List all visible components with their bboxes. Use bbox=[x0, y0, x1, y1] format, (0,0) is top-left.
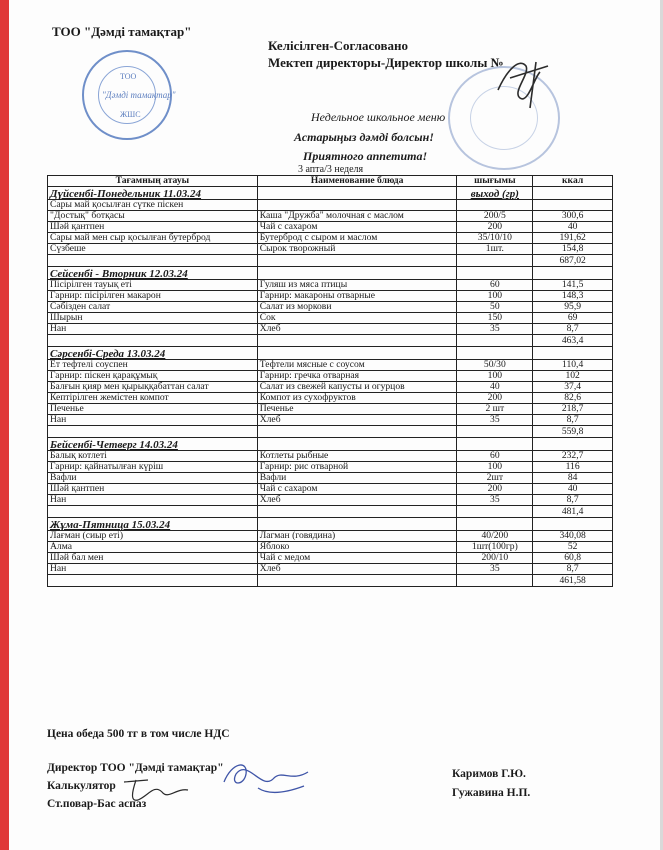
day-empty-cell bbox=[257, 518, 457, 531]
dish-kcal: 95,9 bbox=[533, 302, 613, 313]
day-header-row bbox=[48, 187, 613, 200]
intro-line-2: Астарыңыз дәмді болсын! bbox=[294, 130, 434, 144]
table-row bbox=[48, 302, 613, 313]
dish-name-kz: Нан bbox=[48, 324, 258, 335]
dish-name-kz: Пісірілген тауық еті bbox=[48, 280, 258, 291]
dish-output: 60 bbox=[457, 451, 533, 462]
dish-output: 40 bbox=[457, 382, 533, 393]
left-edge-bar bbox=[0, 0, 9, 850]
day-header-row bbox=[48, 438, 613, 451]
dish-name-ru: Яблоко bbox=[257, 542, 457, 553]
dish-output: 50 bbox=[457, 302, 533, 313]
table-row bbox=[48, 313, 613, 324]
dish-name-kz: Лағман (сиыр еті) bbox=[48, 531, 258, 542]
day-total-row bbox=[48, 426, 613, 438]
total-empty-cell bbox=[257, 335, 457, 347]
dish-name-ru: Салат из свежей капусты и огурцов bbox=[257, 382, 457, 393]
table-row bbox=[48, 531, 613, 542]
day-empty-cell bbox=[457, 518, 533, 531]
dish-kcal: 8,7 bbox=[533, 495, 613, 506]
day-total-kcal: 481,4 bbox=[533, 506, 613, 518]
table-row bbox=[48, 244, 613, 255]
dish-name-ru: Хлеб bbox=[257, 324, 457, 335]
footer-name-karimov: Каримов Г.Ю. bbox=[452, 768, 526, 780]
dish-name-ru: Чай с сахаром bbox=[257, 484, 457, 495]
total-empty-cell bbox=[48, 255, 258, 267]
day-empty-cell bbox=[533, 347, 613, 360]
table-row bbox=[48, 495, 613, 506]
dish-output: 60 bbox=[457, 280, 533, 291]
dish-name-kz: Шәй бал мен bbox=[48, 553, 258, 564]
dish-name-kz: Кептірілген жемістен компот bbox=[48, 393, 258, 404]
day-total-kcal: 461,58 bbox=[533, 575, 613, 587]
dish-name-ru: Компот из сухофруктов bbox=[257, 393, 457, 404]
dish-name-ru: Хлеб bbox=[257, 495, 457, 506]
stamp-middle-text: "Дәмді тамақтар" bbox=[102, 90, 176, 100]
price-note: Цена обеда 500 тг в том числе НДС bbox=[47, 728, 230, 740]
day-total-kcal: 559,8 bbox=[533, 426, 613, 438]
intro-line-3: Приятного аппетита! bbox=[303, 149, 428, 163]
dish-output: 50/30 bbox=[457, 360, 533, 371]
dish-name-ru: Хлеб bbox=[257, 415, 457, 426]
dish-name-kz: Гарнир: пісірілген макарон bbox=[48, 291, 258, 302]
stamp-bottom-text: ЖШС bbox=[120, 110, 141, 119]
dish-name-kz: Сары май қосылған сүтке піскен bbox=[48, 200, 258, 211]
total-empty-cell bbox=[48, 506, 258, 518]
dish-output: 100 bbox=[457, 462, 533, 473]
dish-name-kz: Нан bbox=[48, 495, 258, 506]
dish-kcal: 191,62 bbox=[533, 233, 613, 244]
day-empty-cell bbox=[457, 438, 533, 451]
col-out-subheader: выход (гр) bbox=[457, 187, 533, 200]
dish-kcal: 218,7 bbox=[533, 404, 613, 415]
dish-name-ru: Вафли bbox=[257, 473, 457, 484]
dish-name-kz: Алма bbox=[48, 542, 258, 553]
col-kz-header: Тағамның атауы bbox=[48, 176, 258, 187]
day-total-row bbox=[48, 506, 613, 518]
footer-calculator: Калькулятор bbox=[47, 780, 116, 792]
dish-output: 100 bbox=[457, 291, 533, 302]
total-empty-cell bbox=[457, 255, 533, 267]
total-empty-cell bbox=[457, 506, 533, 518]
dish-name-kz: Печенье bbox=[48, 404, 258, 415]
day-title: Сейсенбі - Вторник 12.03.24 bbox=[48, 267, 258, 280]
footer-chef: Ст.повар-Бас аспаз bbox=[47, 798, 147, 810]
dish-output: 100 bbox=[457, 371, 533, 382]
dish-kcal: 37,4 bbox=[533, 382, 613, 393]
dish-output: 1шт. bbox=[457, 244, 533, 255]
dish-name-ru: Сок bbox=[257, 313, 457, 324]
dish-name-ru: Салат из моркови bbox=[257, 302, 457, 313]
dish-name-ru: Котлеты рыбные bbox=[257, 451, 457, 462]
table-row bbox=[48, 553, 613, 564]
dish-kcal: 40 bbox=[533, 222, 613, 233]
dish-kcal: 8,7 bbox=[533, 415, 613, 426]
dish-kcal: 110,4 bbox=[533, 360, 613, 371]
dish-kcal: 84 bbox=[533, 473, 613, 484]
footer-director: Директор ТОО "Дәмді тамақтар" bbox=[47, 762, 224, 774]
table-row bbox=[48, 211, 613, 222]
week-label: 3 апта/3 неделя bbox=[298, 164, 364, 175]
day-header-row bbox=[48, 267, 613, 280]
total-empty-cell bbox=[257, 426, 457, 438]
dish-output: 1шт(100гр) bbox=[457, 542, 533, 553]
dish-name-ru: Сырок творожный bbox=[257, 244, 457, 255]
dish-name-kz: "Достық" ботқасы bbox=[48, 211, 258, 222]
dish-name-kz: Сүзбеше bbox=[48, 244, 258, 255]
dish-name-ru: Тефтели мясные с соусом bbox=[257, 360, 457, 371]
table-row bbox=[48, 462, 613, 473]
table-row bbox=[48, 404, 613, 415]
dish-output: 35 bbox=[457, 564, 533, 575]
dish-kcal bbox=[533, 200, 613, 211]
total-empty-cell bbox=[457, 426, 533, 438]
day-total-kcal: 463,4 bbox=[533, 335, 613, 347]
dish-name-kz: Шәй қантпен bbox=[48, 484, 258, 495]
day-empty-cell bbox=[533, 438, 613, 451]
day-empty-cell bbox=[257, 347, 457, 360]
table-row bbox=[48, 451, 613, 462]
dish-kcal: 60,8 bbox=[533, 553, 613, 564]
dish-kcal: 69 bbox=[533, 313, 613, 324]
dish-output: 200/10 bbox=[457, 553, 533, 564]
dish-name-kz: Балық котлеті bbox=[48, 451, 258, 462]
table-row bbox=[48, 564, 613, 575]
dish-name-kz: Сары май мен сыр қосылған бутерброд bbox=[48, 233, 258, 244]
dish-output: 35 bbox=[457, 415, 533, 426]
dish-kcal: 102 bbox=[533, 371, 613, 382]
dish-kcal: 340,08 bbox=[533, 531, 613, 542]
table-row bbox=[48, 360, 613, 371]
day-empty-cell bbox=[257, 267, 457, 280]
company-name: ТОО "Дәмді тамақтар" bbox=[52, 24, 192, 39]
dish-output: 40/200 bbox=[457, 531, 533, 542]
director-signature bbox=[490, 48, 560, 118]
day-total-row bbox=[48, 335, 613, 347]
dish-name-kz: Шәй қантпен bbox=[48, 222, 258, 233]
dish-kcal: 141,5 bbox=[533, 280, 613, 291]
table-row bbox=[48, 484, 613, 495]
dish-kcal: 232,7 bbox=[533, 451, 613, 462]
dish-output: 200 bbox=[457, 484, 533, 495]
dish-name-ru: Печенье bbox=[257, 404, 457, 415]
day-title: Жұма-Пятница 15.03.24 bbox=[48, 518, 258, 531]
table-header-row bbox=[48, 176, 613, 187]
total-empty-cell bbox=[457, 335, 533, 347]
dish-name-ru: Чай с медом bbox=[257, 553, 457, 564]
dish-name-ru: Чай с сахаром bbox=[257, 222, 457, 233]
table-row bbox=[48, 324, 613, 335]
dish-output: 200/5 bbox=[457, 211, 533, 222]
dish-name-ru: Гарнир: рис отварной bbox=[257, 462, 457, 473]
dish-kcal: 300,6 bbox=[533, 211, 613, 222]
dish-output: 200 bbox=[457, 393, 533, 404]
total-empty-cell bbox=[48, 335, 258, 347]
dish-name-kz: Балғын қияр мен қырыққабаттан салат bbox=[48, 382, 258, 393]
day-empty-cell bbox=[257, 438, 457, 451]
table-row bbox=[48, 233, 613, 244]
menu-table bbox=[47, 175, 613, 587]
table-row bbox=[48, 280, 613, 291]
dish-name-ru: Гарнир: макароны отварные bbox=[257, 291, 457, 302]
day-header-row bbox=[48, 347, 613, 360]
table-row bbox=[48, 222, 613, 233]
day-total-row bbox=[48, 255, 613, 267]
dish-name-ru: Хлеб bbox=[257, 564, 457, 575]
agreed-label: Келісілген-Согласовано bbox=[268, 38, 408, 53]
company-stamp bbox=[82, 50, 176, 140]
dish-name-kz: Нан bbox=[48, 564, 258, 575]
total-empty-cell bbox=[457, 575, 533, 587]
table-row bbox=[48, 291, 613, 302]
day-empty-cell bbox=[257, 187, 457, 200]
dish-output: 35/10/10 bbox=[457, 233, 533, 244]
day-empty-cell bbox=[457, 347, 533, 360]
dish-name-kz: Нан bbox=[48, 415, 258, 426]
day-total-row bbox=[48, 575, 613, 587]
total-empty-cell bbox=[257, 506, 457, 518]
dish-kcal: 82,6 bbox=[533, 393, 613, 404]
table-row bbox=[48, 382, 613, 393]
dish-name-kz: Гарнир: қайнатылған күріш bbox=[48, 462, 258, 473]
footer-signature-director bbox=[218, 752, 318, 802]
dish-output: 35 bbox=[457, 495, 533, 506]
day-empty-cell bbox=[533, 518, 613, 531]
day-title: Бейсенбі-Четверг 14.03.24 bbox=[48, 438, 258, 451]
col-kcal-header: ккал bbox=[533, 176, 613, 187]
col-out-header: шығымы bbox=[457, 176, 533, 187]
dish-name-kz: Сәбізден салат bbox=[48, 302, 258, 313]
dish-kcal: 8,7 bbox=[533, 324, 613, 335]
dish-output bbox=[457, 200, 533, 211]
footer-name-guzhavina: Гужавина Н.П. bbox=[452, 787, 531, 799]
table-row bbox=[48, 473, 613, 484]
dish-output: 150 bbox=[457, 313, 533, 324]
menu-table-body bbox=[48, 176, 613, 587]
table-row bbox=[48, 415, 613, 426]
dish-kcal: 148,3 bbox=[533, 291, 613, 302]
intro-line-1: Недельное школьное меню bbox=[311, 110, 446, 124]
day-title: Сәрсенбі-Среда 13.03.24 bbox=[48, 347, 258, 360]
footer-signature-calculator bbox=[118, 770, 198, 810]
day-empty-cell bbox=[457, 267, 533, 280]
dish-name-ru: Гуляш из мяса птицы bbox=[257, 280, 457, 291]
stamp-top-text: ТОО bbox=[120, 72, 137, 81]
total-empty-cell bbox=[257, 575, 457, 587]
dish-name-ru: Бутерброд с сыром и маслом bbox=[257, 233, 457, 244]
day-total-kcal: 687,02 bbox=[533, 255, 613, 267]
dish-output: 2 шт bbox=[457, 404, 533, 415]
day-title: Дүйсенбі-Понедельник 11.03.24 bbox=[48, 187, 258, 200]
dish-kcal: 52 bbox=[533, 542, 613, 553]
dish-output: 2шт bbox=[457, 473, 533, 484]
total-empty-cell bbox=[48, 575, 258, 587]
day-empty-cell bbox=[533, 267, 613, 280]
col-ru-header: Наименование блюда bbox=[257, 176, 457, 187]
total-empty-cell bbox=[48, 426, 258, 438]
dish-name-ru: Гарнир: гречка отварная bbox=[257, 371, 457, 382]
dish-name-kz: Шырын bbox=[48, 313, 258, 324]
dish-kcal: 116 bbox=[533, 462, 613, 473]
dish-output: 200 bbox=[457, 222, 533, 233]
dish-name-ru: Лагман (говядина) bbox=[257, 531, 457, 542]
table-row bbox=[48, 393, 613, 404]
dish-kcal: 154,8 bbox=[533, 244, 613, 255]
table-row bbox=[48, 200, 613, 211]
total-empty-cell bbox=[257, 255, 457, 267]
director-label: Мектеп директоры-Директор школы № bbox=[268, 55, 504, 70]
dish-name-kz: Ет тефтелі соуспен bbox=[48, 360, 258, 371]
dish-name-kz: Гарнир: піскен қарақұмық bbox=[48, 371, 258, 382]
dish-name-kz: Вафли bbox=[48, 473, 258, 484]
table-row bbox=[48, 371, 613, 382]
dish-output: 35 bbox=[457, 324, 533, 335]
day-empty-cell bbox=[533, 187, 613, 200]
dish-name-ru: Каша "Дружба" молочная с маслом bbox=[257, 211, 457, 222]
dish-name-ru bbox=[257, 200, 457, 211]
dish-kcal: 8,7 bbox=[533, 564, 613, 575]
day-header-row bbox=[48, 518, 613, 531]
table-row bbox=[48, 542, 613, 553]
dish-kcal: 40 bbox=[533, 484, 613, 495]
